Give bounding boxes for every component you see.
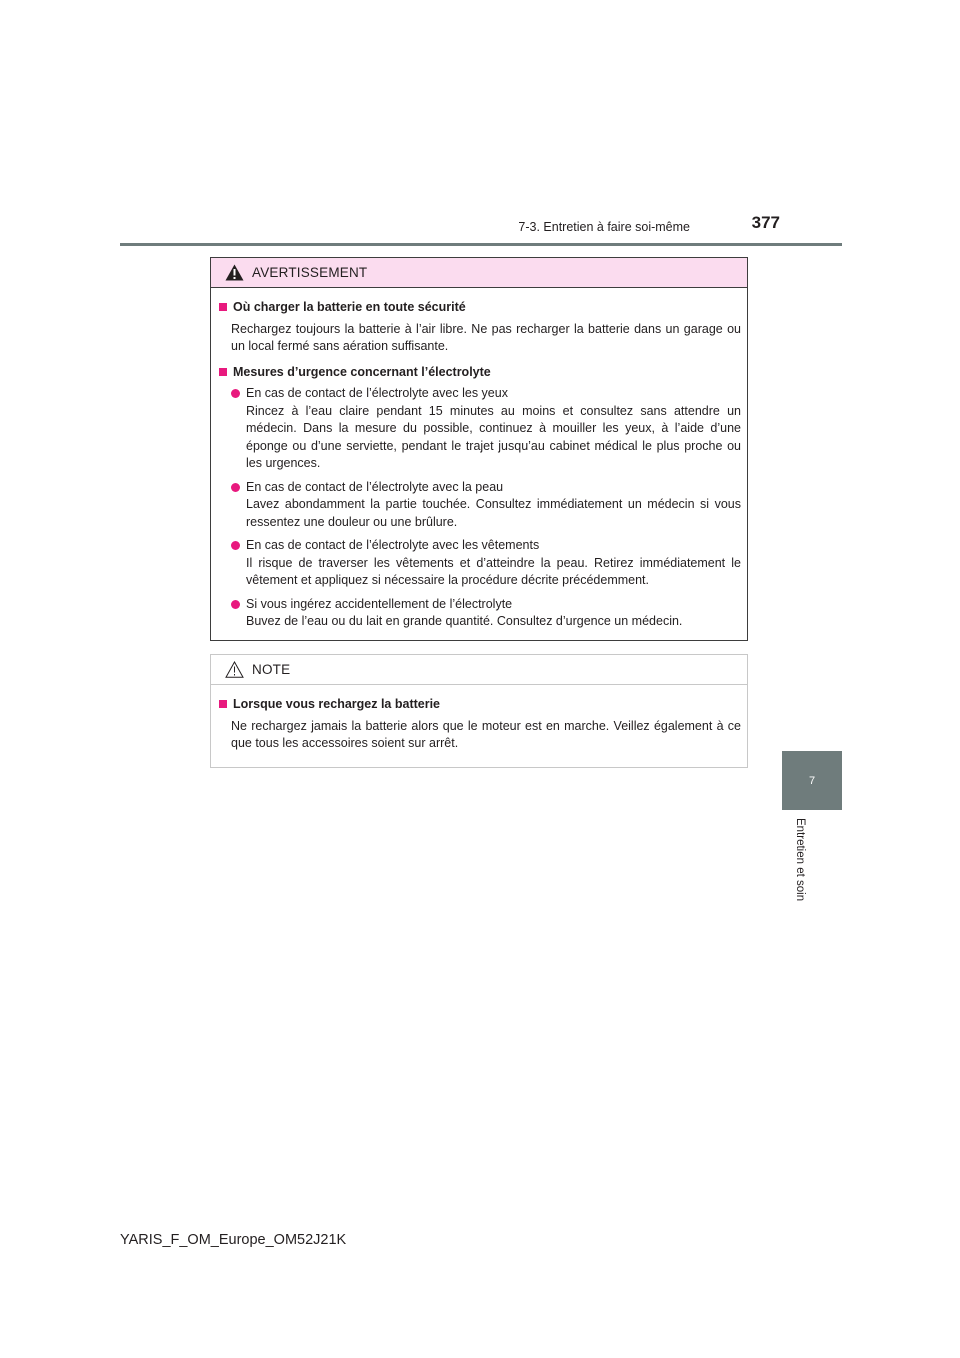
note-section-text: Ne rechargez jamais la batterie alors que le moteur est en marche. Veillez également à ce que tous les accessoires soient sur arrêt. <box>231 718 741 750</box>
square-bullet-icon <box>219 303 227 311</box>
round-bullet-icon <box>231 600 240 609</box>
chapter-label: Entretien et soin <box>794 818 806 902</box>
document-code: YARIS_F_OM_Europe_OM52J21K <box>120 1232 347 1248</box>
round-bullet-icon <box>231 389 240 398</box>
caution-triangle-outline-icon <box>225 661 244 678</box>
bullet-lead: En cas de contact de l’électrolyte avec les yeux <box>246 386 508 400</box>
note-title: NOTE <box>252 662 291 677</box>
header-rule <box>120 243 842 246</box>
round-bullet-icon <box>231 541 240 550</box>
warning-body <box>211 288 747 631</box>
page-number: 377 <box>751 213 780 232</box>
bullet-lead: En cas de contact de l’électrolyte avec la peau <box>246 479 504 494</box>
list-item <box>231 385 741 473</box>
note-body <box>211 685 747 753</box>
bullet-text: Rincez à l’eau claire pendant 15 minutes au moins et consultez sans attendre un médecin. Dans la mesure du possible, continuez à mouiller les yeux, à l’aide d’une éponge ou d’une serviette, pendant le trajet jusqu’au cabinet médical le plus proche ou les urgences. <box>246 403 741 470</box>
round-bullet-icon <box>231 483 240 492</box>
warning-triangle-icon <box>225 264 244 281</box>
note-header <box>211 655 747 685</box>
bullet-text: Il risque de traverser les vêtements et d’atteindre la peau. Retirez immédiatement le vêtement et appliquez si nécessaire la procédure décrite précédemment. <box>246 555 741 587</box>
square-bullet-icon <box>219 700 227 708</box>
warning-header <box>211 258 747 288</box>
chapter-number: 7 <box>808 774 816 787</box>
warning-box <box>210 257 748 641</box>
list-item <box>231 479 741 532</box>
bullet-lead: En cas de contact de l’électrolyte avec les vêtements <box>246 538 540 552</box>
warning-section-text: Rechargez toujours la batterie à l’air libre. Ne pas recharger la batterie dans un garage ou un local fermé sans aération suffisante. <box>231 321 741 353</box>
note-box <box>210 654 748 768</box>
note-section-title: Lorsque vous rechargez la batterie <box>219 696 741 714</box>
warning-section-title: Mesures d’urgence concernant l’électrolyte <box>219 364 741 382</box>
bullet-text: Lavez abondamment la partie touchée. Consultez immédiatement un médecin si vous ressentez une douleur ou une brûlure. <box>246 497 741 529</box>
warning-section-title: Où charger la batterie en toute sécurité <box>219 299 741 317</box>
warning-title: AVERTISSEMENT <box>252 265 368 280</box>
bullet-text: Buvez de l’eau ou du lait en grande quantité. Consultez d’urgence un médecin. <box>246 614 683 628</box>
bullet-lead: Si vous ingérez accidentellement de l’électrolyte <box>246 596 513 611</box>
list-item <box>231 596 741 631</box>
square-bullet-icon <box>219 368 227 376</box>
list-item <box>231 537 741 590</box>
section-title: 7-3. Entretien à faire soi-même <box>518 220 690 234</box>
chapter-tab <box>782 751 842 810</box>
